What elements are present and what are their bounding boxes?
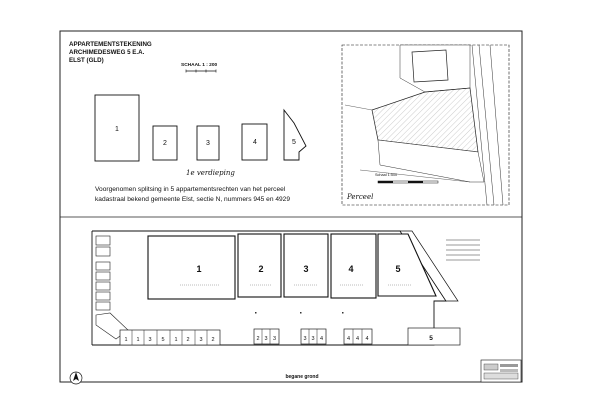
description (95, 186, 290, 203)
pillar-marks (255, 312, 344, 314)
perceel-panel (342, 45, 509, 205)
perceel-label: Perceel (347, 193, 374, 201)
storage-group-3 (301, 329, 326, 344)
storage-g2-2: 3 (264, 336, 268, 342)
storage-g2-3: 3 (272, 336, 277, 342)
upper-floor-plan (95, 95, 306, 177)
scale-label: SCHAAL 1 : 200 (181, 63, 218, 68)
upper-unit-2-label: 2 (163, 140, 167, 147)
ground-unit-1 (148, 236, 235, 299)
ground-unit-2-label: 2 (258, 264, 264, 274)
storage-left-2: 1 (136, 337, 140, 343)
north-arrow-icon (70, 372, 82, 384)
ground-unit-1-label: 1 (196, 264, 202, 274)
storage-g5-1: 5 (429, 335, 433, 342)
storage-g4-2: 4 (355, 336, 360, 342)
storage-group-2 (254, 329, 279, 344)
title-block (69, 41, 217, 73)
storage-g3-1: 3 (303, 336, 307, 342)
storage-left-3: 3 (148, 337, 152, 343)
description-line-1: Voorgenomen splitsing in 5 appartementsrechten van het perceel (95, 186, 286, 193)
storage-left-5: 1 (174, 337, 178, 343)
storage-g2-1: 2 (256, 336, 260, 342)
upper-unit-4-label: 4 (253, 139, 257, 146)
upper-unit-5 (284, 110, 306, 160)
storage-left-7: 3 (199, 337, 203, 343)
upper-unit-1-label: 1 (115, 126, 119, 133)
storage-left-8: 2 (211, 337, 215, 343)
scale-bar (186, 70, 216, 73)
title-line-3: ELST (GLD) (69, 57, 104, 64)
left-parking (96, 236, 128, 339)
stamp-box (481, 360, 521, 382)
storage-group-5 (408, 328, 460, 345)
perceel-scale: Schaal 1:500 (375, 173, 398, 177)
floor-label-upper: 1e verdieping (186, 169, 235, 177)
storage-g4-3: 4 (365, 336, 369, 342)
floor-label-ground: begane grond (285, 374, 319, 380)
ground-unit-3-label: 3 (303, 264, 309, 274)
storage-row-left (120, 330, 220, 345)
title-line-2: ARCHIMEDESWEG 5 E.A. (69, 49, 145, 56)
storage-left-1: 1 (124, 337, 128, 343)
storage-left-4: 5 (161, 337, 165, 343)
storage-g4-1: 4 (346, 336, 351, 342)
storage-g3-2: 3 (311, 336, 315, 342)
legend-lines (446, 240, 480, 260)
ground-unit-5-label: 5 (395, 264, 401, 274)
storage-g3-3: 4 (319, 336, 324, 342)
upper-unit-3-label: 3 (206, 140, 210, 147)
ground-floor-plan (92, 231, 460, 380)
title-line-1: APPARTEMENTSTEKENING (69, 41, 152, 48)
neighbor-building (412, 50, 448, 82)
storage-left-6: 2 (186, 337, 190, 343)
upper-unit-5-label: 5 (292, 139, 296, 146)
storage-group-4 (344, 329, 372, 344)
description-line-2: kadastraal bekend gemeente Elst, sectie N, nummers 945 en 4929 (95, 196, 290, 203)
ground-unit-4-label: 4 (348, 264, 354, 274)
